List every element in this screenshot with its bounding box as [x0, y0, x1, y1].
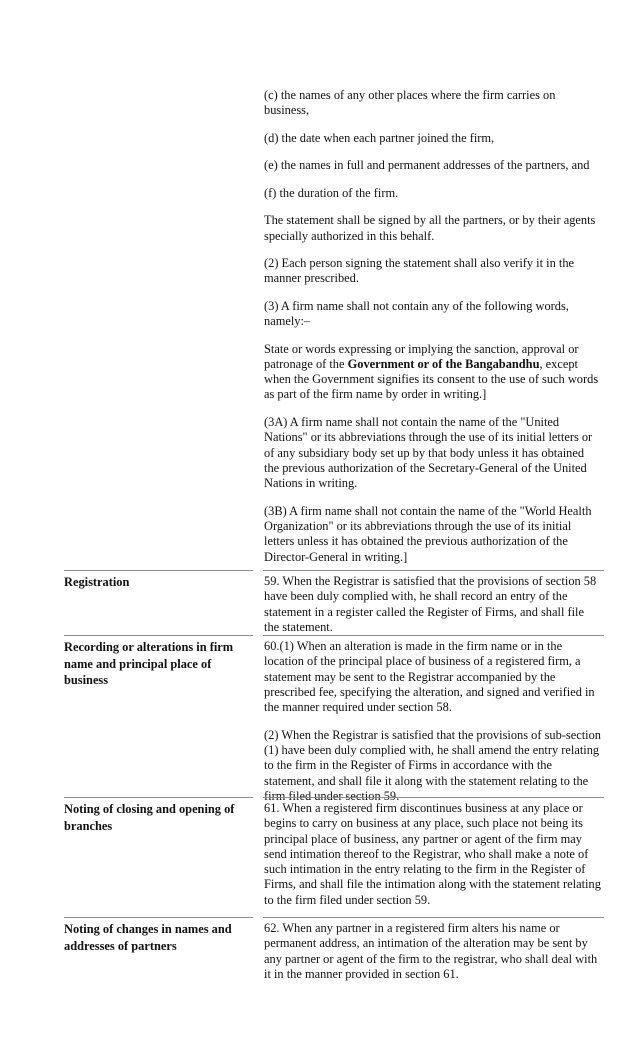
section-paragraph: 61. When a registered firm discontinues business at any place or begins to carry on business at any place, such place not being its principal place of business, any partner or agent of the firm may send intimation thereof to the Registrar, who shall make a note of such intimation in the entry relating to the firm in the Register of Firms, and shall file the intimation along with the statement relating to the firm filed under section 59. [264, 801, 601, 907]
verification-paragraph: (2) Each person signing the statement shall also verify it in the manner prescribed. [264, 256, 575, 286]
section-body [264, 574, 602, 647]
who-paragraph: (3B) A firm name shall not contain the name of the "World Health Organization" or its abbreviations through the use of its initial letters unless it has obtained the previous authorization of the Director-General in writing.] [264, 503, 592, 564]
section-divider [64, 917, 604, 918]
section-body [264, 921, 602, 994]
section-paragraph: 60.(1) When an alteration is made in the firm name or in the location of the principal place of business of a registered firm, a statement may be sent to the Registrar accompanied by the prescribed fee, specifying the alteration, and signed and verified in the manner required under section 58. [264, 639, 595, 715]
sanction-text-before: State or words expressing or implying the sanction, approval or patronage of the [264, 341, 579, 371]
section-divider [64, 635, 604, 636]
section-paragraph: (2) When the Registrar is satisfied that the provisions of sub-section (1) have been duly complied with, he shall amend the entry relating to the firm in the Register of Firms in accordance with the statement, and shall file it along with the statement relating to the firm filed under section 59. [264, 727, 602, 803]
sanction-paragraph [264, 342, 602, 403]
clause-e: (e) the names in full and permanent addresses of the partners, and [264, 158, 590, 173]
section-paragraph: 62. When any partner in a registered firm alters his name or permanent address, an intimation of the alteration may be sent by any partner or agent of the firm to the registrar, who shall deal with it in the manner provided in section 61. [264, 921, 598, 981]
clause-d: (d) the date when each partner joined the firm, [264, 130, 495, 145]
section-divider [64, 797, 604, 798]
continuation-body [264, 88, 602, 577]
section-paragraph: 59. When the Registrar is satisfied that the provisions of section 58 have been duly complied with, he shall record an entry of the statement in a register called the Register of Firms, and shall file the statement. [264, 574, 597, 634]
clause-c: (c) the names of any other places where the firm carries on business, [264, 88, 556, 118]
section-heading: Recording or alterations in firm name and principal place of business [64, 640, 234, 687]
section-divider [64, 570, 604, 571]
section-body [264, 801, 602, 920]
sanction-bold-text: Government or of the Bangabandhu [347, 356, 540, 371]
signature-paragraph: The statement shall be signed by all the partners, or by their agents specially authorized in this behalf. [264, 213, 596, 243]
section-heading: Registration [64, 575, 130, 589]
clause-f: (f) the duration of the firm. [264, 185, 399, 200]
united-nations-paragraph: (3A) A firm name shall not contain the name of the "United Nations" or its abbreviations through the use of its initial letters or of any subsidiary body set up by that body unless it has obtained the previous authorization of the Secretary-General of the United Nations in writing. [264, 414, 593, 491]
firm-name-restriction-paragraph: (3) A firm name shall not contain any of the following words, namely:– [264, 298, 569, 329]
section-heading: Noting of closing and opening of branches [64, 802, 235, 833]
section-body [264, 639, 602, 816]
sanction-text-after: , except when the Government signifies its consent to the use of such words as part of the firm name by order in writing.] [264, 356, 599, 402]
section-heading: Noting of changes in names and addresses of partners [64, 922, 232, 953]
